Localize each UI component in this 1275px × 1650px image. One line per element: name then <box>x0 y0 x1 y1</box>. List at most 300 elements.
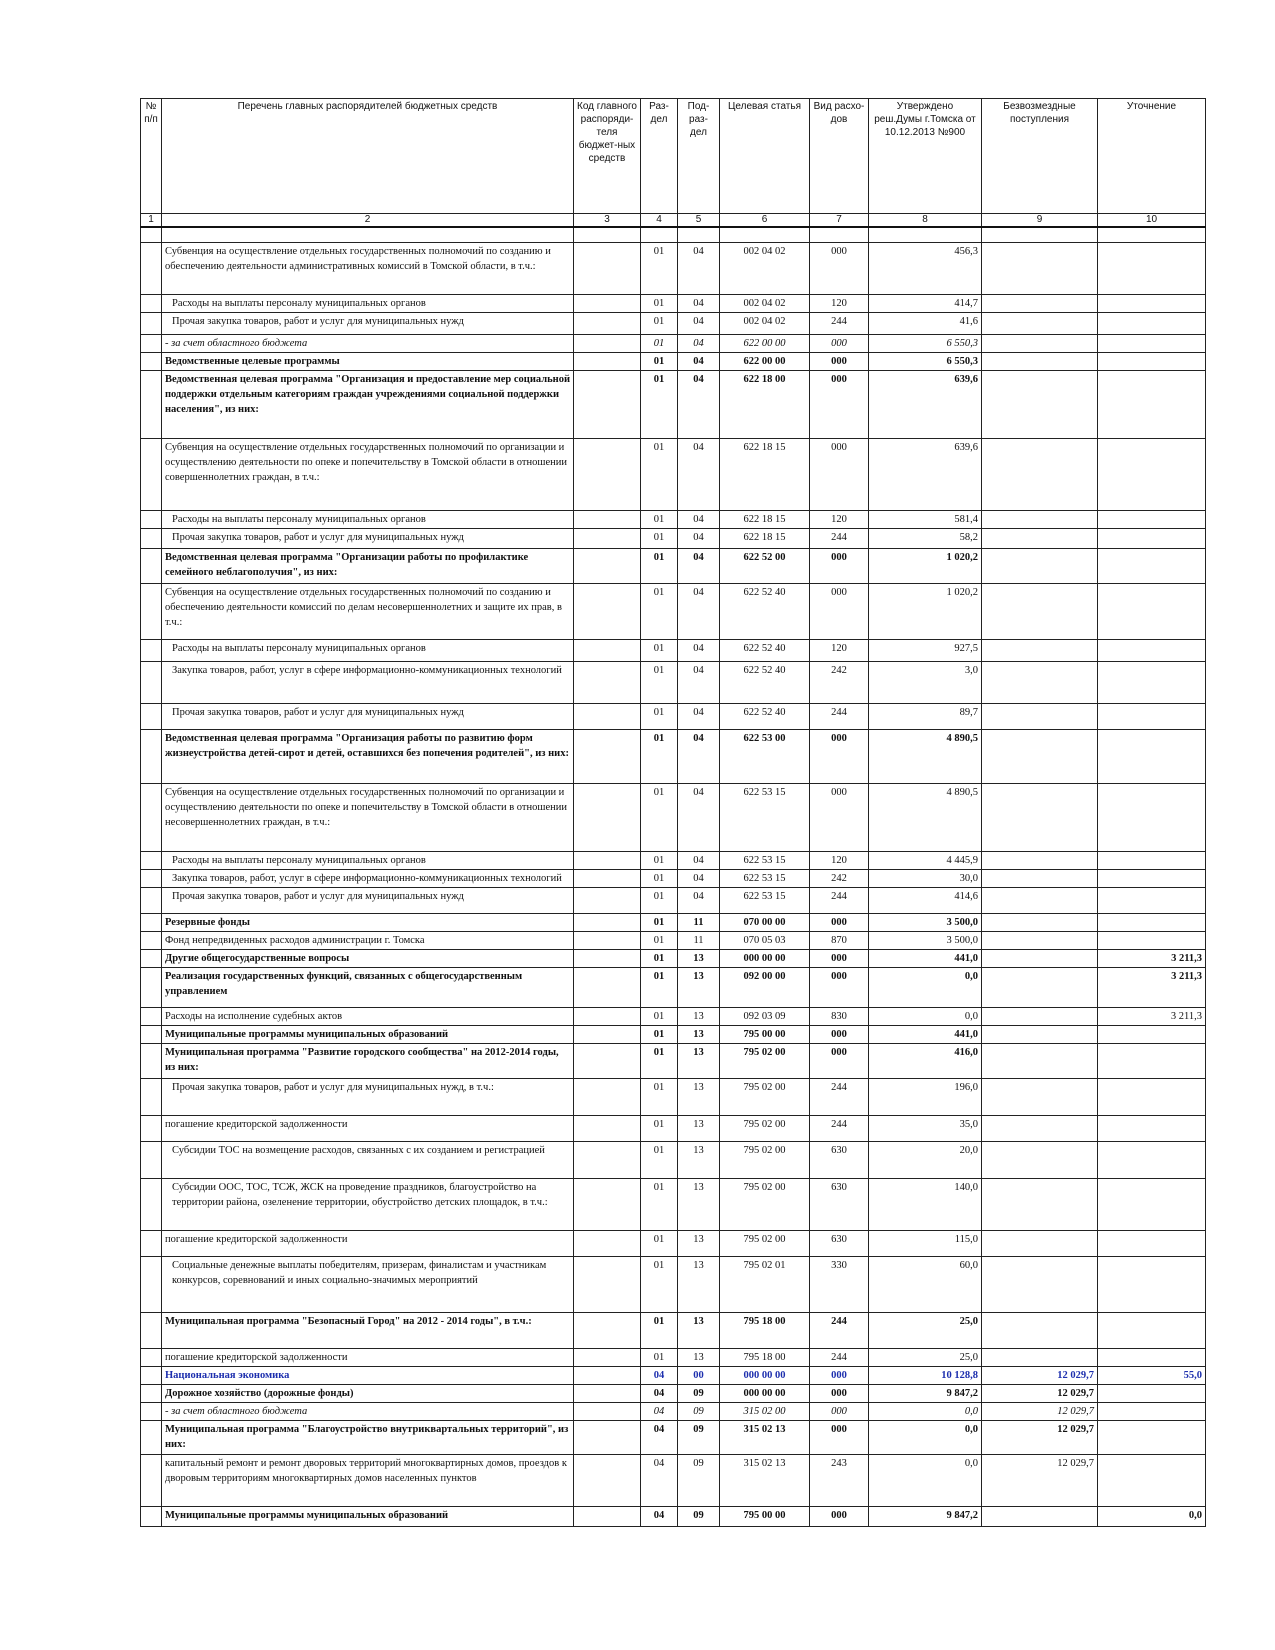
approved-amount: 581,4 <box>869 511 982 529</box>
change-amount <box>1098 511 1206 529</box>
target-article-cell: 092 00 00 <box>720 968 810 1008</box>
budget-table <box>140 98 1206 1527</box>
gr-code <box>574 914 641 932</box>
target-article-cell: 315 02 13 <box>720 1421 810 1455</box>
change-amount <box>1098 1313 1206 1349</box>
column-number: 7 <box>810 214 869 228</box>
gr-code <box>574 1507 641 1527</box>
row-label: Прочая закупка товаров, работ и услуг для муниципальных нужд <box>162 313 574 335</box>
target-article-cell: 795 18 00 <box>720 1349 810 1367</box>
table-row <box>141 1142 1206 1179</box>
podrazdel-cell: 04 <box>678 353 720 371</box>
razdel-cell: 04 <box>641 1421 678 1455</box>
grants-amount <box>982 1349 1098 1367</box>
approved-amount: 25,0 <box>869 1313 982 1349</box>
podrazdel-cell: 04 <box>678 852 720 870</box>
table-row <box>141 313 1206 335</box>
change-amount: 3 211,3 <box>1098 950 1206 968</box>
row-number <box>141 353 162 371</box>
row-label: Субсидии ООС, ТОС, ТСЖ, ЖСК на проведение праздников, благоустройство на территории района, озеленение территории, обустройство детских площадок, в т.ч.: <box>162 1179 574 1231</box>
razdel-cell: 01 <box>641 950 678 968</box>
razdel-cell: 04 <box>641 1367 678 1385</box>
change-amount: 55,0 <box>1098 1367 1206 1385</box>
expense-type-cell: 244 <box>810 1079 869 1116</box>
expense-type-cell: 000 <box>810 1507 869 1527</box>
change-amount <box>1098 1079 1206 1116</box>
podrazdel-cell: 13 <box>678 1116 720 1142</box>
grants-amount <box>982 549 1098 584</box>
grants-amount <box>982 1313 1098 1349</box>
approved-amount: 20,0 <box>869 1142 982 1179</box>
razdel-cell: 01 <box>641 968 678 1008</box>
row-number <box>141 1349 162 1367</box>
column-number-row <box>141 214 1206 228</box>
row-label: капитальный ремонт и ремонт дворовых территорий многоквартирных домов, проездов к дворовым территориям многоквартирных домов населенных пунктов <box>162 1455 574 1507</box>
razdel-cell: 01 <box>641 1257 678 1313</box>
approved-amount: 456,3 <box>869 243 982 295</box>
row-number <box>141 852 162 870</box>
change-amount <box>1098 243 1206 295</box>
gr-code <box>574 353 641 371</box>
approved-amount: 89,7 <box>869 704 982 730</box>
row-label: Ведомственная целевая программа "Организации работы по профилактике семейного неблагополучия", из них: <box>162 549 574 584</box>
gr-code <box>574 1079 641 1116</box>
target-article-cell: 002 04 02 <box>720 295 810 313</box>
target-article-cell: 795 00 00 <box>720 1026 810 1044</box>
table-row <box>141 1367 1206 1385</box>
row-label: погашение кредиторской задолженности <box>162 1231 574 1257</box>
row-number <box>141 439 162 511</box>
grants-amount <box>982 1142 1098 1179</box>
target-article-cell: 622 53 15 <box>720 870 810 888</box>
podrazdel-cell: 13 <box>678 1257 720 1313</box>
approved-amount: 4 890,5 <box>869 730 982 784</box>
change-amount <box>1098 784 1206 852</box>
approved-amount: 0,0 <box>869 1421 982 1455</box>
column-number: 10 <box>1098 214 1206 228</box>
approved-amount: 6 550,3 <box>869 353 982 371</box>
row-number <box>141 640 162 662</box>
approved-amount: 3 500,0 <box>869 932 982 950</box>
change-amount: 3 211,3 <box>1098 1008 1206 1026</box>
row-label: Субсидии ТОС на возмещение расходов, связанных с их созданием и регистрацией <box>162 1142 574 1179</box>
table-row <box>141 584 1206 640</box>
row-label: Прочая закупка товаров, работ и услуг для муниципальных нужд <box>162 888 574 914</box>
razdel-cell: 01 <box>641 932 678 950</box>
target-article-cell: 092 03 09 <box>720 1008 810 1026</box>
razdel-cell: 04 <box>641 1507 678 1527</box>
column-number: 4 <box>641 214 678 228</box>
approved-amount: 3 500,0 <box>869 914 982 932</box>
target-article-cell: 622 18 15 <box>720 439 810 511</box>
expense-type-cell: 243 <box>810 1455 869 1507</box>
change-amount <box>1098 529 1206 549</box>
approved-amount: 140,0 <box>869 1179 982 1231</box>
expense-type-cell: 244 <box>810 1349 869 1367</box>
row-label: Прочая закупка товаров, работ и услуг для муниципальных нужд, в т.ч.: <box>162 1079 574 1116</box>
approved-amount: 441,0 <box>869 950 982 968</box>
approved-amount: 9 847,2 <box>869 1385 982 1403</box>
column-number: 3 <box>574 214 641 228</box>
target-article-cell: 795 02 00 <box>720 1116 810 1142</box>
row-number <box>141 1403 162 1421</box>
approved-amount: 0,0 <box>869 1403 982 1421</box>
target-article-cell: 622 18 00 <box>720 371 810 439</box>
target-article-cell: 070 05 03 <box>720 932 810 950</box>
podrazdel-cell: 04 <box>678 243 720 295</box>
expense-type-cell: 242 <box>810 870 869 888</box>
grants-amount <box>982 243 1098 295</box>
gr-code <box>574 950 641 968</box>
approved-amount: 196,0 <box>869 1079 982 1116</box>
podrazdel-cell: 13 <box>678 1313 720 1349</box>
approved-amount: 414,7 <box>869 295 982 313</box>
expense-type-cell: 000 <box>810 335 869 353</box>
change-amount <box>1098 549 1206 584</box>
target-article-cell: 622 18 15 <box>720 529 810 549</box>
gr-code <box>574 243 641 295</box>
target-article-cell: 795 02 01 <box>720 1257 810 1313</box>
podrazdel-cell: 13 <box>678 1142 720 1179</box>
gr-code <box>574 1231 641 1257</box>
change-amount <box>1098 584 1206 640</box>
row-number <box>141 371 162 439</box>
grants-amount <box>982 870 1098 888</box>
razdel-cell: 01 <box>641 852 678 870</box>
table-row <box>141 1403 1206 1421</box>
gr-code <box>574 313 641 335</box>
table-row <box>141 371 1206 439</box>
approved-amount: 1 020,2 <box>869 549 982 584</box>
grants-amount <box>982 662 1098 704</box>
grants-amount <box>982 640 1098 662</box>
target-article-cell: 622 53 15 <box>720 888 810 914</box>
row-number <box>141 295 162 313</box>
change-amount <box>1098 1044 1206 1079</box>
change-amount <box>1098 914 1206 932</box>
grants-amount <box>982 529 1098 549</box>
target-article-cell: 622 52 40 <box>720 662 810 704</box>
change-amount <box>1098 932 1206 950</box>
column-number: 5 <box>678 214 720 228</box>
row-number <box>141 584 162 640</box>
expense-type-cell: 242 <box>810 662 869 704</box>
podrazdel-cell: 11 <box>678 914 720 932</box>
expense-type-cell: 120 <box>810 295 869 313</box>
expense-type-cell: 000 <box>810 914 869 932</box>
table-row <box>141 295 1206 313</box>
podrazdel-cell: 04 <box>678 640 720 662</box>
razdel-cell: 01 <box>641 549 678 584</box>
row-label: - за счет областного бюджета <box>162 335 574 353</box>
table-row <box>141 950 1206 968</box>
expense-type-cell: 000 <box>810 1385 869 1403</box>
row-number <box>141 1044 162 1079</box>
approved-amount: 639,6 <box>869 371 982 439</box>
podrazdel-cell: 04 <box>678 730 720 784</box>
grants-amount: 12 029,7 <box>982 1403 1098 1421</box>
change-amount <box>1098 1116 1206 1142</box>
table-row <box>141 888 1206 914</box>
gr-code <box>574 549 641 584</box>
gr-code <box>574 1385 641 1403</box>
gr-code <box>574 1421 641 1455</box>
row-number <box>141 1116 162 1142</box>
podrazdel-cell: 13 <box>678 1008 720 1026</box>
razdel-cell: 01 <box>641 704 678 730</box>
change-amount <box>1098 1142 1206 1179</box>
gr-code <box>574 335 641 353</box>
change-amount <box>1098 1257 1206 1313</box>
approved-amount: 25,0 <box>869 1349 982 1367</box>
podrazdel-cell: 09 <box>678 1385 720 1403</box>
row-number <box>141 932 162 950</box>
gr-code <box>574 1313 641 1349</box>
header-cell: Вид расхо-дов <box>810 99 869 214</box>
podrazdel-cell: 04 <box>678 888 720 914</box>
change-amount <box>1098 1026 1206 1044</box>
row-label: Дорожное хозяйство (дорожные фонды) <box>162 1385 574 1403</box>
row-label: Субвенция на осуществление отдельных государственных полномочий по организации и осуществлению деятельности по опеке и попечительству в Томской области в отношении несовершеннолетних граждан, в т.ч.: <box>162 784 574 852</box>
gr-code <box>574 584 641 640</box>
row-number <box>141 1008 162 1026</box>
expense-type-cell: 000 <box>810 968 869 1008</box>
expense-type-cell: 244 <box>810 1116 869 1142</box>
approved-amount: 0,0 <box>869 1455 982 1507</box>
row-label: Расходы на исполнение судебных актов <box>162 1008 574 1026</box>
podrazdel-cell: 13 <box>678 1044 720 1079</box>
expense-type-cell: 244 <box>810 888 869 914</box>
razdel-cell: 04 <box>641 1403 678 1421</box>
grants-amount <box>982 295 1098 313</box>
header-row <box>141 99 1206 214</box>
row-number <box>141 888 162 914</box>
table-row <box>141 914 1206 932</box>
grants-amount <box>982 1179 1098 1231</box>
approved-amount: 60,0 <box>869 1257 982 1313</box>
podrazdel-cell: 09 <box>678 1507 720 1527</box>
razdel-cell: 01 <box>641 335 678 353</box>
gr-code <box>574 1403 641 1421</box>
row-label: Муниципальная программа "Безопасный Город" на 2012 - 2014 годы", в т.ч.: <box>162 1313 574 1349</box>
row-label: Фонд непредвиденных расходов администрации г. Томска <box>162 932 574 950</box>
target-article-cell: 795 02 00 <box>720 1142 810 1179</box>
table-row <box>141 870 1206 888</box>
grants-amount <box>982 584 1098 640</box>
razdel-cell: 01 <box>641 584 678 640</box>
table-row <box>141 1455 1206 1507</box>
expense-type-cell: 870 <box>810 932 869 950</box>
target-article-cell: 622 53 00 <box>720 730 810 784</box>
target-article-cell: 795 02 00 <box>720 1231 810 1257</box>
grants-amount <box>982 968 1098 1008</box>
podrazdel-cell: 09 <box>678 1455 720 1507</box>
row-label: Закупка товаров, работ, услуг в сфере информационно-коммуникационных технологий <box>162 662 574 704</box>
gr-code <box>574 870 641 888</box>
row-label: Муниципальные программы муниципальных образований <box>162 1026 574 1044</box>
grants-amount <box>982 1026 1098 1044</box>
change-amount <box>1098 335 1206 353</box>
row-label: Субвенция на осуществление отдельных государственных полномочий по организации и осуществлению деятельности по опеке и попечительству в Томской области в отношении совершеннолетних граждан, в т.ч.: <box>162 439 574 511</box>
table-row <box>141 335 1206 353</box>
table-row <box>141 1179 1206 1231</box>
approved-amount: 416,0 <box>869 1044 982 1079</box>
expense-type-cell: 244 <box>810 1313 869 1349</box>
row-number <box>141 529 162 549</box>
table-row <box>141 662 1206 704</box>
target-article-cell: 795 02 00 <box>720 1179 810 1231</box>
table-row <box>141 549 1206 584</box>
gr-code <box>574 1116 641 1142</box>
change-amount <box>1098 313 1206 335</box>
grants-amount: 12 029,7 <box>982 1385 1098 1403</box>
razdel-cell: 01 <box>641 888 678 914</box>
target-article-cell: 000 00 00 <box>720 1385 810 1403</box>
gr-code <box>574 1142 641 1179</box>
grants-amount <box>982 914 1098 932</box>
expense-type-cell: 000 <box>810 1403 869 1421</box>
expense-type-cell: 000 <box>810 730 869 784</box>
gr-code <box>574 1455 641 1507</box>
table-row <box>141 1079 1206 1116</box>
razdel-cell: 01 <box>641 295 678 313</box>
row-number <box>141 1507 162 1527</box>
podrazdel-cell: 04 <box>678 704 720 730</box>
grants-amount <box>982 888 1098 914</box>
grants-amount <box>982 704 1098 730</box>
target-article-cell: 622 52 40 <box>720 704 810 730</box>
approved-amount: 6 550,3 <box>869 335 982 353</box>
row-label: Прочая закупка товаров, работ и услуг для муниципальных нужд <box>162 704 574 730</box>
target-article-cell: 795 02 00 <box>720 1079 810 1116</box>
gr-code <box>574 1008 641 1026</box>
target-article-cell: 002 04 02 <box>720 313 810 335</box>
razdel-cell: 01 <box>641 1026 678 1044</box>
row-number <box>141 704 162 730</box>
row-label: Муниципальная программа "Развитие городского сообщества" на 2012-2014 годы, из них: <box>162 1044 574 1079</box>
podrazdel-cell: 04 <box>678 313 720 335</box>
razdel-cell: 01 <box>641 914 678 932</box>
approved-amount: 414,6 <box>869 888 982 914</box>
row-number <box>141 1385 162 1403</box>
approved-amount: 115,0 <box>869 1231 982 1257</box>
expense-type-cell: 630 <box>810 1142 869 1179</box>
expense-type-cell: 000 <box>810 371 869 439</box>
gr-code <box>574 1026 641 1044</box>
gr-code <box>574 1349 641 1367</box>
approved-amount: 41,6 <box>869 313 982 335</box>
row-number <box>141 662 162 704</box>
razdel-cell: 01 <box>641 1231 678 1257</box>
table-row <box>141 511 1206 529</box>
podrazdel-cell: 13 <box>678 1179 720 1231</box>
row-number <box>141 243 162 295</box>
grants-amount <box>982 1231 1098 1257</box>
razdel-cell: 01 <box>641 1044 678 1079</box>
approved-amount: 30,0 <box>869 870 982 888</box>
header-cell: Перечень главных распорядителей бюджетных средств <box>162 99 574 214</box>
approved-amount: 3,0 <box>869 662 982 704</box>
gr-code <box>574 968 641 1008</box>
row-label: Субвенция на осуществление отдельных государственных полномочий по созданию и обеспечению деятельности административных комиссий в Томской области, в т.ч.: <box>162 243 574 295</box>
gr-code <box>574 1257 641 1313</box>
razdel-cell: 01 <box>641 1142 678 1179</box>
podrazdel-cell: 04 <box>678 511 720 529</box>
row-label: Закупка товаров, работ, услуг в сфере информационно-коммуникационных технологий <box>162 870 574 888</box>
table-row <box>141 730 1206 784</box>
row-number <box>141 1231 162 1257</box>
target-article-cell: 622 18 15 <box>720 511 810 529</box>
approved-amount: 0,0 <box>869 968 982 1008</box>
table-row <box>141 1313 1206 1349</box>
row-label: Расходы на выплаты персоналу муниципальных органов <box>162 511 574 529</box>
podrazdel-cell: 04 <box>678 335 720 353</box>
row-label: Расходы на выплаты персоналу муниципальных органов <box>162 852 574 870</box>
gr-code <box>574 439 641 511</box>
table-row <box>141 243 1206 295</box>
table-row <box>141 1044 1206 1079</box>
approved-amount: 1 020,2 <box>869 584 982 640</box>
grants-amount <box>982 950 1098 968</box>
change-amount <box>1098 371 1206 439</box>
approved-amount: 639,6 <box>869 439 982 511</box>
grants-amount: 12 029,7 <box>982 1455 1098 1507</box>
podrazdel-cell: 04 <box>678 371 720 439</box>
grants-amount <box>982 784 1098 852</box>
expense-type-cell: 000 <box>810 584 869 640</box>
change-amount <box>1098 1179 1206 1231</box>
gr-code <box>574 730 641 784</box>
approved-amount: 927,5 <box>869 640 982 662</box>
podrazdel-cell: 13 <box>678 1349 720 1367</box>
grants-amount <box>982 371 1098 439</box>
column-number: 2 <box>162 214 574 228</box>
podrazdel-cell: 04 <box>678 584 720 640</box>
change-amount <box>1098 730 1206 784</box>
row-label: погашение кредиторской задолженности <box>162 1349 574 1367</box>
expense-type-cell: 630 <box>810 1179 869 1231</box>
target-article-cell: 070 00 00 <box>720 914 810 932</box>
header-cell: № п/п <box>141 99 162 214</box>
target-article-cell: 795 18 00 <box>720 1313 810 1349</box>
table-row <box>141 439 1206 511</box>
change-amount <box>1098 1349 1206 1367</box>
gr-code <box>574 1179 641 1231</box>
razdel-cell: 01 <box>641 439 678 511</box>
target-article-cell: 002 04 02 <box>720 243 810 295</box>
row-number <box>141 950 162 968</box>
change-amount <box>1098 704 1206 730</box>
grants-amount <box>982 730 1098 784</box>
podrazdel-cell: 13 <box>678 950 720 968</box>
table-row <box>141 353 1206 371</box>
change-amount <box>1098 1385 1206 1403</box>
row-label: Муниципальная программа "Благоустройство внутриквартальных территорий", из них: <box>162 1421 574 1455</box>
razdel-cell: 01 <box>641 1079 678 1116</box>
change-amount <box>1098 1231 1206 1257</box>
row-number <box>141 968 162 1008</box>
gr-code <box>574 295 641 313</box>
row-label: Национальная экономика <box>162 1367 574 1385</box>
table-row <box>141 704 1206 730</box>
row-label: погашение кредиторской задолженности <box>162 1116 574 1142</box>
target-article-cell: 000 00 00 <box>720 950 810 968</box>
expense-type-cell: 000 <box>810 1044 869 1079</box>
gr-code <box>574 932 641 950</box>
target-article-cell: 622 52 40 <box>720 584 810 640</box>
approved-amount: 0,0 <box>869 1008 982 1026</box>
table-row <box>141 1231 1206 1257</box>
